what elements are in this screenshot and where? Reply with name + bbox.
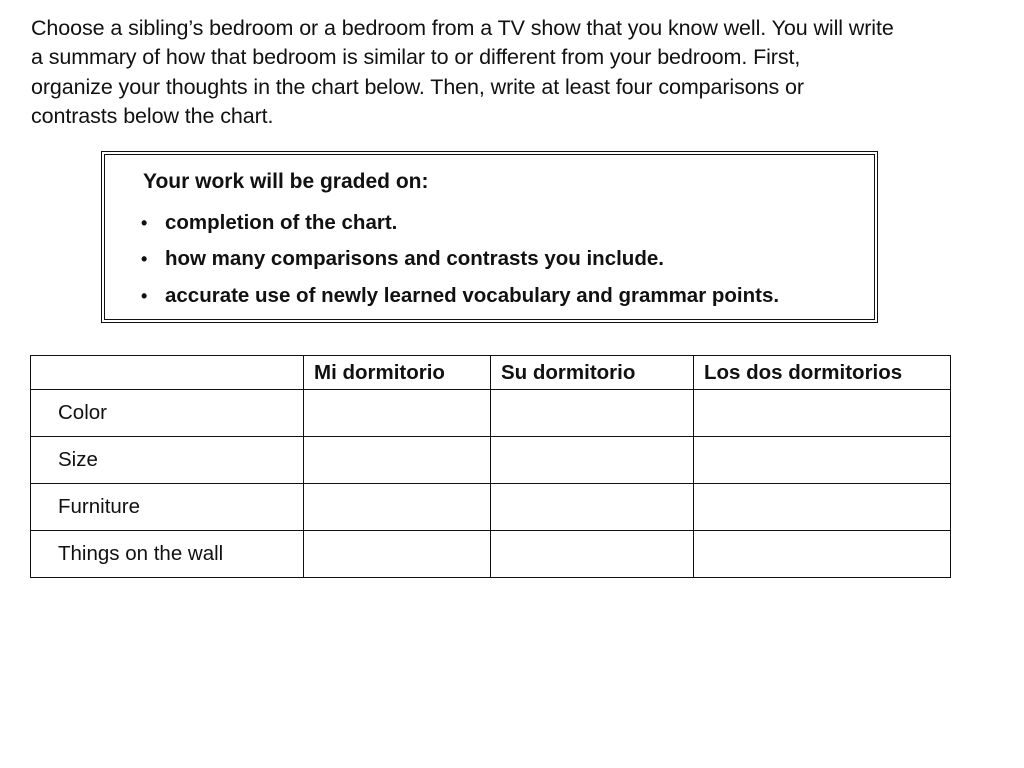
- bullet-icon: •: [141, 249, 148, 270]
- grading-criteria-box: [101, 151, 878, 323]
- row-label: Color: [31, 390, 304, 437]
- bullet-icon: •: [141, 285, 148, 306]
- blank-cell[interactable]: [304, 484, 491, 531]
- grading-criteria-list: [141, 205, 779, 314]
- instructions-paragraph: [31, 14, 971, 131]
- blank-cell[interactable]: [304, 437, 491, 484]
- grading-criterion-text: accurate use of newly learned vocabulary and grammar points.: [165, 283, 780, 307]
- blank-cell[interactable]: [491, 484, 694, 531]
- row-label: Furniture: [31, 484, 304, 531]
- blank-cell[interactable]: [694, 531, 951, 578]
- row-label: Size: [31, 437, 304, 484]
- row-label: Things on the wall: [31, 531, 304, 578]
- grading-criterion: [141, 205, 779, 241]
- table-row: [31, 531, 951, 578]
- grading-criterion-text: completion of the chart.: [165, 211, 398, 234]
- grading-criterion: [141, 278, 779, 314]
- blank-cell[interactable]: [491, 531, 694, 578]
- blank-cell[interactable]: [304, 531, 491, 578]
- chart-header-los-dos-dormitorios: Los dos dormitorios: [694, 356, 951, 390]
- chart-header-su-dormitorio: Su dormitorio: [491, 356, 694, 390]
- instructions-line: organize your thoughts in the chart below. Then, write at least four comparisons or: [31, 74, 804, 99]
- comparison-chart: [30, 355, 951, 578]
- table-row: [31, 484, 951, 531]
- instructions-line: Choose a sibling’s bedroom or a bedroom from a TV show that you know well. You will write: [31, 16, 894, 40]
- grading-criterion-text: how many comparisons and contrasts you include.: [165, 247, 664, 271]
- grading-criteria-inner-border: [104, 154, 875, 320]
- blank-cell[interactable]: [694, 484, 951, 531]
- blank-cell[interactable]: [491, 390, 694, 437]
- instructions-line: contrasts below the chart.: [31, 103, 274, 128]
- grading-title: Your work will be graded on:: [143, 170, 429, 193]
- table-row: [31, 437, 951, 484]
- table-row: [31, 390, 951, 437]
- chart-header-row: [31, 356, 951, 390]
- blank-cell[interactable]: [304, 390, 491, 437]
- blank-cell[interactable]: [694, 437, 951, 484]
- grading-criterion: [141, 241, 779, 277]
- chart-header-mi-dormitorio: Mi dormitorio: [304, 356, 491, 390]
- blank-cell[interactable]: [694, 390, 951, 437]
- bullet-icon: •: [141, 213, 148, 233]
- blank-cell[interactable]: [491, 437, 694, 484]
- chart-header-blank: [31, 356, 304, 390]
- instructions-line: a summary of how that bedroom is similar to or different from your bedroom. First,: [31, 45, 801, 70]
